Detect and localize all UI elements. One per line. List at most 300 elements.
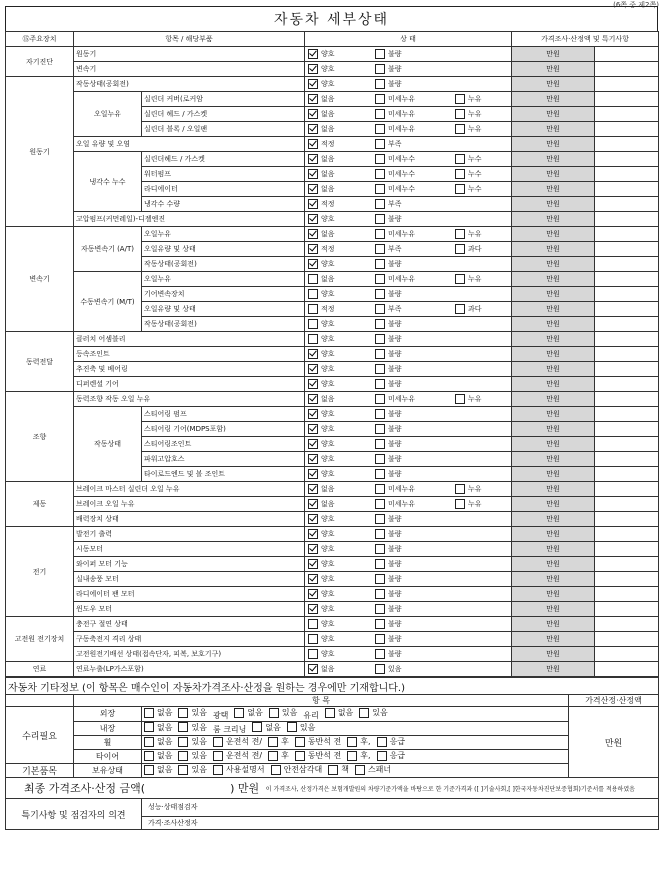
state-checkbox[interactable]	[308, 439, 318, 449]
state-checkbox[interactable]	[308, 139, 318, 149]
price-cell[interactable]: 만원	[512, 92, 595, 107]
state-checkbox[interactable]	[455, 124, 465, 134]
special-note-cell[interactable]	[595, 437, 659, 452]
state-checkbox[interactable]	[308, 199, 318, 209]
section-label: 변속기	[6, 227, 74, 332]
state-option	[308, 529, 335, 539]
state-option-label: 없음	[321, 170, 335, 178]
state-checkbox[interactable]	[375, 124, 385, 134]
price-cell[interactable]: 만원	[512, 347, 595, 362]
state-checkbox[interactable]	[308, 94, 318, 104]
state-checkbox[interactable]	[375, 199, 385, 209]
state-option	[375, 274, 415, 284]
state-checkbox[interactable]	[375, 289, 385, 299]
price-cell[interactable]: 만원	[512, 467, 595, 482]
state-option-label: 적정	[321, 245, 335, 253]
price-cell[interactable]: 만원	[512, 572, 595, 587]
state-option-label: 불량	[388, 335, 402, 343]
state-checkbox[interactable]	[455, 394, 465, 404]
extra-option-label: 후,	[360, 737, 371, 747]
state-checkbox[interactable]	[375, 424, 385, 434]
state-checkbox[interactable]	[375, 439, 385, 449]
price-cell[interactable]: 만원	[512, 152, 595, 167]
state-checkbox[interactable]	[308, 364, 318, 374]
extra-checkbox[interactable]	[271, 765, 281, 775]
table-row	[6, 332, 659, 347]
state-checkbox[interactable]	[308, 214, 318, 224]
price-cell[interactable]: 만원	[512, 422, 595, 437]
state-checkbox[interactable]	[308, 589, 318, 599]
final-price-unit: ) 만원	[230, 782, 260, 795]
state-option	[308, 559, 335, 569]
special-note-cell[interactable]	[595, 62, 659, 77]
state-checkbox[interactable]	[455, 184, 465, 194]
state-checkbox[interactable]	[308, 619, 318, 629]
extra-checkbox[interactable]	[325, 708, 335, 718]
state-checkbox[interactable]	[375, 154, 385, 164]
item-label: 시동모터	[74, 542, 305, 557]
state-option-label: 불량	[388, 410, 402, 418]
state-checkbox[interactable]	[308, 469, 318, 479]
special-note-cell[interactable]	[595, 287, 659, 302]
final-price-note: 이 가격조사, 산정가격은 보험개발원의 차량기준가액을 바탕으로 한 기준가격과 ([ ]기술사회,[ ]한국자동차진단보증협회)기준서를 적용하였음	[265, 786, 635, 793]
extra-item-name: 휠	[74, 736, 142, 750]
state-checkbox[interactable]	[375, 229, 385, 239]
special-note-cell[interactable]	[595, 257, 659, 272]
extra-checkbox[interactable]	[178, 737, 188, 747]
state-checkbox[interactable]	[308, 574, 318, 584]
state-option	[375, 334, 402, 344]
state-checkbox[interactable]	[308, 64, 318, 74]
state-option-label: 없음	[321, 125, 335, 133]
state-checkbox[interactable]	[308, 544, 318, 554]
state-checkbox[interactable]	[455, 229, 465, 239]
state-checkbox[interactable]	[375, 334, 385, 344]
special-note-cell[interactable]	[595, 242, 659, 257]
state-checkbox[interactable]	[375, 634, 385, 644]
state-cell	[305, 137, 512, 152]
price-cell[interactable]: 만원	[512, 47, 595, 62]
state-option	[375, 319, 402, 329]
special-note-cell[interactable]	[595, 557, 659, 572]
state-option-label: 과다	[468, 245, 482, 253]
state-checkbox[interactable]	[375, 379, 385, 389]
state-checkbox[interactable]	[375, 79, 385, 89]
extra-checkbox[interactable]	[347, 751, 357, 761]
item-label: 오일유량 및 상태	[142, 242, 305, 257]
price-cell[interactable]: 만원	[512, 557, 595, 572]
state-cell	[305, 572, 512, 587]
extra-option-label: 없음	[157, 708, 173, 717]
state-checkbox[interactable]	[375, 469, 385, 479]
special-note-cell[interactable]	[595, 212, 659, 227]
state-option-label: 누유	[468, 230, 482, 238]
state-checkbox[interactable]	[308, 229, 318, 239]
price-cell[interactable]: 만원	[512, 137, 595, 152]
price-cell[interactable]: 만원	[512, 482, 595, 497]
extra-option-label: 응급	[389, 751, 406, 761]
item-label: 변속기	[74, 62, 305, 77]
price-cell[interactable]: 만원	[512, 332, 595, 347]
state-checkbox[interactable]	[308, 424, 318, 434]
state-option-label: 양호	[321, 575, 335, 583]
special-note-cell[interactable]	[595, 107, 659, 122]
price-cell[interactable]: 만원	[512, 392, 595, 407]
special-note-cell[interactable]	[595, 47, 659, 62]
state-checkbox[interactable]	[375, 109, 385, 119]
state-checkbox[interactable]	[375, 364, 385, 374]
special-note-cell[interactable]	[595, 152, 659, 167]
special-note-cell[interactable]	[595, 482, 659, 497]
price-cell[interactable]: 만원	[512, 452, 595, 467]
price-cell[interactable]: 만원	[512, 647, 595, 662]
extra-checkbox[interactable]	[295, 737, 305, 747]
state-checkbox[interactable]	[375, 589, 385, 599]
price-cell[interactable]: 만원	[512, 77, 595, 92]
state-checkbox[interactable]	[455, 274, 465, 284]
state-checkbox[interactable]	[308, 484, 318, 494]
extra-option-label: 있음	[191, 708, 207, 717]
special-note-cell[interactable]	[595, 512, 659, 527]
price-cell[interactable]: 만원	[512, 437, 595, 452]
special-note-cell[interactable]	[595, 587, 659, 602]
state-checkbox[interactable]	[375, 619, 385, 629]
state-checkbox[interactable]	[308, 244, 318, 254]
state-option-label: 미세누수	[388, 185, 416, 193]
state-checkbox[interactable]	[455, 244, 465, 254]
extra-checkbox[interactable]	[213, 737, 223, 747]
state-option-label: 불량	[388, 65, 402, 73]
extra-option-label: 있음	[191, 751, 207, 761]
extra-checkbox[interactable]	[144, 751, 154, 761]
extra-checkbox[interactable]	[377, 737, 387, 747]
extra-checkbox[interactable]	[355, 765, 365, 775]
state-checkbox[interactable]	[308, 604, 318, 614]
item-label: 오일누유	[142, 272, 305, 287]
state-option	[308, 49, 335, 59]
state-option-label: 양호	[321, 605, 335, 613]
state-option	[308, 304, 335, 314]
special-note-cell[interactable]	[595, 527, 659, 542]
state-checkbox[interactable]	[308, 664, 318, 674]
price-cell[interactable]: 만원	[512, 407, 595, 422]
state-option-label: 없음	[321, 230, 335, 238]
state-option-label: 양호	[321, 335, 335, 343]
extra-options	[142, 736, 569, 750]
special-note-cell[interactable]	[595, 452, 659, 467]
item-label: 오일유량 및 상태	[142, 302, 305, 317]
special-note-cell[interactable]	[595, 197, 659, 212]
state-option	[308, 484, 335, 494]
extra-option	[347, 750, 370, 761]
special-note-cell[interactable]	[595, 407, 659, 422]
state-option	[308, 589, 335, 599]
special-note-cell[interactable]	[595, 662, 659, 677]
state-checkbox[interactable]	[375, 664, 385, 674]
state-checkbox[interactable]	[375, 139, 385, 149]
table-row	[6, 497, 659, 512]
state-checkbox[interactable]	[455, 154, 465, 164]
special-note-cell[interactable]	[595, 497, 659, 512]
extra-checkbox[interactable]	[178, 722, 188, 732]
state-checkbox[interactable]	[308, 349, 318, 359]
state-checkbox[interactable]	[375, 544, 385, 554]
special-note-cell[interactable]	[595, 332, 659, 347]
state-checkbox[interactable]	[308, 274, 318, 284]
special-note-cell[interactable]	[595, 182, 659, 197]
special-note-cell[interactable]	[595, 362, 659, 377]
price-cell[interactable]: 만원	[512, 497, 595, 512]
state-checkbox[interactable]	[308, 529, 318, 539]
state-checkbox[interactable]	[375, 604, 385, 614]
state-option	[455, 94, 482, 104]
special-note-cell[interactable]	[595, 392, 659, 407]
state-checkbox[interactable]	[375, 409, 385, 419]
state-checkbox[interactable]	[308, 154, 318, 164]
state-option	[455, 274, 482, 284]
extra-option-label: 후	[281, 737, 289, 747]
extra-checkbox[interactable]	[328, 765, 338, 775]
price-cell[interactable]: 만원	[512, 377, 595, 392]
state-checkbox[interactable]	[375, 559, 385, 569]
extra-checkbox[interactable]	[144, 722, 154, 732]
inspector-price[interactable]: 가격·조사산정자	[142, 816, 659, 829]
price-cell[interactable]: 만원	[512, 302, 595, 317]
state-checkbox[interactable]	[308, 454, 318, 464]
extra-checkbox[interactable]	[359, 708, 369, 718]
state-checkbox[interactable]	[308, 499, 318, 509]
price-cell[interactable]: 만원	[512, 527, 595, 542]
state-option	[308, 334, 335, 344]
price-cell[interactable]: 만원	[512, 542, 595, 557]
state-option-label: 양호	[321, 455, 335, 463]
extra-checkbox[interactable]	[144, 765, 154, 775]
state-checkbox[interactable]	[375, 259, 385, 269]
price-cell[interactable]: 만원	[512, 197, 595, 212]
extra-option-label: 동반석 전	[307, 737, 342, 747]
item-label: 라디에이터 팬 모터	[74, 587, 305, 602]
state-option	[375, 109, 415, 119]
state-checkbox[interactable]	[308, 319, 318, 329]
special-note-cell[interactable]	[595, 542, 659, 557]
price-cell[interactable]: 만원	[512, 317, 595, 332]
price-cell[interactable]: 만원	[512, 587, 595, 602]
extra-checkbox[interactable]	[234, 708, 244, 718]
state-cell	[305, 362, 512, 377]
price-cell[interactable]: 만원	[512, 362, 595, 377]
state-checkbox[interactable]	[375, 484, 385, 494]
state-checkbox[interactable]	[375, 214, 385, 224]
extra-checkbox[interactable]	[213, 751, 223, 761]
price-cell[interactable]: 만원	[512, 167, 595, 182]
table-row	[6, 362, 659, 377]
extra-option-label: 있음	[191, 765, 207, 775]
price-cell[interactable]: 만원	[512, 287, 595, 302]
extra-option-label: 있음	[191, 722, 207, 732]
price-cell[interactable]: 만원	[512, 227, 595, 242]
state-option-label: 누유	[468, 125, 482, 133]
extra-option	[178, 764, 206, 775]
state-cell	[305, 107, 512, 122]
extra-option-label: 없음	[247, 708, 263, 717]
table-row	[6, 227, 659, 242]
extra-checkbox[interactable]	[178, 751, 188, 761]
state-checkbox[interactable]	[308, 304, 318, 314]
state-checkbox[interactable]	[308, 184, 318, 194]
state-option	[375, 244, 402, 254]
state-option	[375, 64, 402, 74]
state-option-label: 불량	[388, 455, 402, 463]
state-checkbox[interactable]	[375, 64, 385, 74]
price-cell[interactable]: 만원	[512, 182, 595, 197]
state-option	[375, 304, 402, 314]
state-checkbox[interactable]	[308, 334, 318, 344]
state-option	[375, 604, 402, 614]
state-checkbox[interactable]	[375, 184, 385, 194]
state-checkbox[interactable]	[455, 94, 465, 104]
state-checkbox[interactable]	[308, 379, 318, 389]
state-checkbox[interactable]	[375, 169, 385, 179]
state-checkbox[interactable]	[455, 304, 465, 314]
state-checkbox[interactable]	[308, 289, 318, 299]
special-note-cell[interactable]	[595, 302, 659, 317]
special-note-cell[interactable]	[595, 227, 659, 242]
inspector-performance[interactable]: 성능·상태점검자	[142, 799, 659, 817]
price-cell[interactable]: 만원	[512, 242, 595, 257]
extra-checkbox[interactable]	[377, 751, 387, 761]
state-checkbox[interactable]	[375, 304, 385, 314]
state-option	[455, 184, 482, 194]
extra-checkbox[interactable]	[252, 722, 262, 732]
state-checkbox[interactable]	[375, 274, 385, 284]
special-note-cell[interactable]	[595, 377, 659, 392]
state-checkbox[interactable]	[375, 649, 385, 659]
extra-option-label: 없음	[157, 765, 173, 775]
extra-price-cell[interactable]: 만원	[569, 707, 659, 778]
state-checkbox[interactable]	[455, 109, 465, 119]
state-checkbox[interactable]	[308, 649, 318, 659]
state-checkbox[interactable]	[308, 394, 318, 404]
special-note-cell[interactable]	[595, 632, 659, 647]
basic-items-label: 기본품목	[6, 764, 74, 778]
extra-checkbox[interactable]	[213, 765, 223, 775]
state-cell	[305, 587, 512, 602]
state-checkbox[interactable]	[308, 514, 318, 524]
extra-checkbox[interactable]	[144, 708, 154, 718]
state-checkbox[interactable]	[308, 79, 318, 89]
state-checkbox[interactable]	[375, 319, 385, 329]
state-checkbox[interactable]	[308, 259, 318, 269]
state-checkbox[interactable]	[375, 394, 385, 404]
special-note-cell[interactable]	[595, 467, 659, 482]
extra-checkbox[interactable]	[268, 737, 278, 747]
state-checkbox[interactable]	[375, 499, 385, 509]
extra-checkbox[interactable]	[178, 708, 188, 718]
price-cell[interactable]: 만원	[512, 122, 595, 137]
special-note-cell[interactable]	[595, 92, 659, 107]
special-note-cell[interactable]	[595, 167, 659, 182]
price-cell[interactable]: 만원	[512, 662, 595, 677]
price-cell[interactable]: 만원	[512, 272, 595, 287]
extra-checkbox[interactable]	[178, 765, 188, 775]
state-checkbox[interactable]	[308, 109, 318, 119]
state-option-label: 누유	[468, 395, 482, 403]
state-option-label: 없음	[321, 110, 335, 118]
section-label: 조향	[6, 392, 74, 482]
state-checkbox[interactable]	[308, 49, 318, 59]
item-label: 배력장치 상태	[74, 512, 305, 527]
state-checkbox[interactable]	[308, 634, 318, 644]
special-note-cell[interactable]	[595, 422, 659, 437]
state-option-label: 불량	[388, 605, 402, 613]
price-cell[interactable]: 만원	[512, 212, 595, 227]
state-checkbox[interactable]	[455, 484, 465, 494]
state-cell	[305, 542, 512, 557]
extra-checkbox[interactable]	[347, 737, 357, 747]
state-option-label: 부족	[388, 200, 402, 208]
special-note-cell[interactable]	[595, 647, 659, 662]
state-checkbox[interactable]	[308, 124, 318, 134]
state-checkbox[interactable]	[455, 499, 465, 509]
extra-checkbox[interactable]	[287, 722, 297, 732]
state-cell	[305, 557, 512, 572]
table-row	[6, 272, 659, 287]
price-cell[interactable]: 만원	[512, 257, 595, 272]
price-cell[interactable]: 만원	[512, 617, 595, 632]
extra-checkbox[interactable]	[268, 751, 278, 761]
state-checkbox[interactable]	[375, 244, 385, 254]
state-checkbox[interactable]	[375, 454, 385, 464]
table-row	[6, 77, 659, 92]
special-note-cell[interactable]	[595, 347, 659, 362]
state-checkbox[interactable]	[375, 514, 385, 524]
state-option	[308, 619, 335, 629]
price-cell[interactable]: 만원	[512, 62, 595, 77]
state-checkbox[interactable]	[375, 349, 385, 359]
special-note-cell[interactable]	[595, 317, 659, 332]
state-option-label: 부족	[388, 140, 402, 148]
special-note-cell[interactable]	[595, 272, 659, 287]
special-note-cell[interactable]	[595, 572, 659, 587]
table-row	[6, 617, 659, 632]
extra-checkbox[interactable]	[295, 751, 305, 761]
state-checkbox[interactable]	[375, 49, 385, 59]
state-option	[308, 109, 335, 119]
special-note-cell[interactable]	[595, 602, 659, 617]
item-label: 기어변속장치	[142, 287, 305, 302]
state-cell	[305, 62, 512, 77]
table-row	[6, 587, 659, 602]
extra-checkbox[interactable]	[144, 737, 154, 747]
state-checkbox[interactable]	[308, 559, 318, 569]
special-note-cell[interactable]	[595, 617, 659, 632]
special-note-cell[interactable]	[595, 122, 659, 137]
price-cell[interactable]: 만원	[512, 107, 595, 122]
price-cell[interactable]: 만원	[512, 512, 595, 527]
state-checkbox[interactable]	[308, 169, 318, 179]
state-checkbox[interactable]	[308, 409, 318, 419]
special-note-cell[interactable]	[595, 77, 659, 92]
price-cell[interactable]: 만원	[512, 632, 595, 647]
special-note-cell[interactable]	[595, 137, 659, 152]
state-checkbox[interactable]	[375, 94, 385, 104]
price-cell[interactable]: 만원	[512, 602, 595, 617]
extra-checkbox[interactable]	[269, 708, 279, 718]
state-checkbox[interactable]	[375, 529, 385, 539]
state-cell	[305, 77, 512, 92]
state-checkbox[interactable]	[375, 574, 385, 584]
state-checkbox[interactable]	[455, 169, 465, 179]
